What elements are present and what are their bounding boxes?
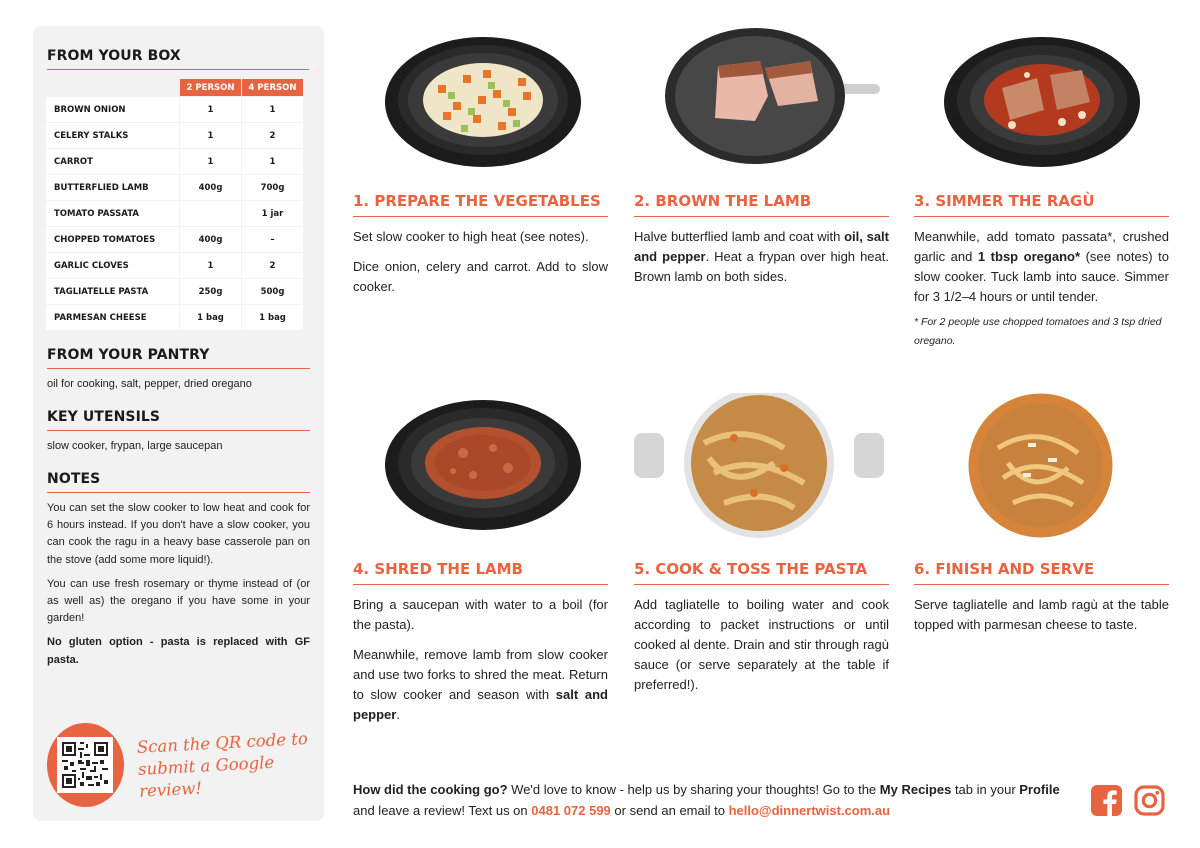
notes-section	[47, 471, 310, 669]
ingredient-name: PARMESAN CHEESE	[46, 305, 179, 330]
qr-code-icon[interactable]	[57, 737, 113, 793]
step-4-title: 4. SHRED THE LAMB	[353, 560, 608, 585]
qty-2	[180, 201, 241, 226]
ingredient-name: TAGLIATELLE PASTA	[46, 279, 179, 304]
qty-2: 400g	[180, 175, 241, 200]
qty-2: 250g	[180, 279, 241, 304]
ingredient-name: TOMATO PASSATA	[46, 201, 179, 226]
instagram-icon[interactable]	[1134, 785, 1165, 816]
from-your-box-heading: FROM YOUR BOX	[47, 48, 309, 70]
ingredient-name: BROWN ONION	[46, 97, 179, 122]
step-3-photo	[942, 30, 1142, 170]
footer-text-1: We'd love to know - help us by sharing your thoughts! Go to the	[507, 782, 880, 797]
qty-4: 2	[242, 123, 303, 148]
qr-caption-line-1: Scan the QR code to	[136, 728, 308, 757]
step-4-text-c: .	[396, 707, 400, 722]
utensils-text: slow cooker, frypan, large saucepan	[47, 440, 223, 452]
step-2-text	[634, 227, 889, 287]
step-5-photo	[634, 393, 884, 538]
qty-2: 1	[180, 123, 241, 148]
table-row	[46, 253, 303, 278]
footer-question: How did the cooking go?	[353, 782, 508, 797]
qty-4: 1 bag	[242, 305, 303, 330]
step-3	[914, 192, 1169, 351]
qty-2: 400g	[180, 227, 241, 252]
utensils-section	[47, 409, 310, 455]
step-4-text-2	[353, 645, 608, 725]
step-6-photo	[968, 393, 1113, 538]
step-2-photo	[660, 26, 885, 166]
email-link[interactable]: hello@dinnertwist.com.au	[728, 803, 891, 818]
footer-text-3: and leave a review! Text us on	[353, 803, 532, 818]
profile-link[interactable]: Profile	[1019, 782, 1060, 797]
table-row	[46, 227, 303, 252]
qty-2: 1 bag	[180, 305, 241, 330]
step-4-text-bold: salt and pepper	[353, 687, 608, 722]
ingredient-name: CHOPPED TOMATOES	[46, 227, 179, 252]
qty-4: 2	[242, 253, 303, 278]
col-4-person: 4 PERSON	[242, 79, 303, 96]
qty-4: 1 jar	[242, 201, 303, 226]
qty-4: 1	[242, 97, 303, 122]
ingredient-name: BUTTERFLIED LAMB	[46, 175, 179, 200]
step-1	[353, 192, 608, 297]
qty-2: 1	[180, 149, 241, 174]
step-3-title: 3. SIMMER THE RAGÙ	[914, 192, 1169, 217]
step-3-text-bold: 1 tbsp oregano*	[977, 249, 1081, 264]
step-1-text-1: Set slow cooker to high heat (see notes).	[353, 229, 589, 244]
col-2-person: 2 PERSON	[180, 79, 241, 96]
step-4	[353, 560, 608, 725]
qty-2: 1	[180, 97, 241, 122]
step-2-text-a: Halve butterflied lamb and coat with	[634, 229, 845, 244]
step-1-title: 1. PREPARE THE VEGETABLES	[353, 192, 608, 217]
qty-4: –	[242, 227, 303, 252]
table-row	[46, 149, 303, 174]
note-1: You can set the slow cooker to low heat and cook for 6 hours instead. If you don't have a slow cooker, you can cook the ragu in a heavy base casserole pan on the stove (add some more liquid!).	[47, 502, 310, 566]
step-5-text: Add tagliatelle to boiling water and cook according to packet instructions or until cooked al dente. Drain and stir through ragù sauce (or serve separately at the table if preferred!).	[634, 597, 889, 692]
step-6-text: Serve tagliatelle and lamb ragù at the table topped with parmesan cheese to taste.	[914, 597, 1169, 632]
note-2: You can use fresh rosemary or thyme instead of (or as well as) the oregano if you have some in your garden!	[47, 577, 310, 625]
pantry-section	[47, 347, 310, 393]
qr-review-block	[47, 723, 324, 807]
step-1-photo	[383, 30, 583, 170]
review-footer	[353, 779, 1073, 821]
step-6	[914, 560, 1169, 635]
table-row	[46, 201, 303, 226]
qty-4: 700g	[242, 175, 303, 200]
step-3-note: * For 2 people use chopped tomatoes and 3 tsp dried oregano.	[914, 316, 1162, 347]
qty-2: 1	[180, 253, 241, 278]
my-recipes-link[interactable]: My Recipes	[879, 782, 952, 797]
table-row	[46, 305, 303, 330]
step-2-text-bold: oil, salt and pepper	[634, 229, 889, 264]
step-3-text-c: (see notes) to slow cooker. Tuck lamb into sauce. Simmer for 3 1/2–4 hours or until tender.	[914, 249, 1169, 304]
utensils-heading: KEY UTENSILS	[47, 409, 310, 431]
phone-link[interactable]: 0481 072 599	[531, 803, 611, 818]
blank-header	[46, 79, 179, 96]
step-2-title: 2. BROWN THE LAMB	[634, 192, 889, 217]
qty-4: 1	[242, 149, 303, 174]
ingredients-header-row	[46, 79, 303, 96]
step-3-text-a: Meanwhile, add tomato passata*, crushed garlic and	[914, 229, 1169, 264]
table-row	[46, 97, 303, 122]
pantry-text: oil for cooking, salt, pepper, dried oregano	[47, 378, 252, 390]
step-4-photo	[383, 393, 583, 533]
qty-4: 500g	[242, 279, 303, 304]
pantry-heading: FROM YOUR PANTRY	[47, 347, 310, 369]
ingredients-table	[45, 78, 304, 331]
table-row	[46, 279, 303, 304]
footer-text-4: or send an email to	[610, 803, 729, 818]
step-6-title: 6. FINISH AND SERVE	[914, 560, 1169, 585]
ingredient-name: GARLIC CLOVES	[46, 253, 179, 278]
step-4-text-a: Meanwhile, remove lamb from slow cooker and use two forks to shred the meat. Return to slow cooker and season with	[353, 647, 608, 702]
table-row	[46, 123, 303, 148]
facebook-icon[interactable]	[1091, 785, 1122, 816]
step-3-text	[914, 227, 1169, 307]
step-5	[634, 560, 889, 695]
step-1-text-2: Dice onion, celery and carrot. Add to slow cooker.	[353, 259, 608, 294]
ingredient-name: CELERY STALKS	[46, 123, 179, 148]
step-2	[634, 192, 889, 287]
step-4-text-1: Bring a saucepan with water to a boil (for the pasta).	[353, 597, 608, 632]
ingredients-sidebar	[33, 26, 324, 821]
qr-caption-line-2: submit a Google review!	[137, 752, 275, 801]
footer-text-2: tab in your	[951, 782, 1020, 797]
note-3: No gluten option - pasta is replaced with GF pasta.	[47, 636, 310, 666]
table-row	[46, 175, 303, 200]
qr-circle	[47, 723, 124, 807]
ingredient-name: CARROT	[46, 149, 179, 174]
notes-heading: NOTES	[47, 471, 310, 493]
step-2-text-c: . Heat a frypan over high heat. Brown lamb on both sides.	[634, 249, 889, 284]
qr-caption	[136, 727, 326, 803]
step-5-title: 5. COOK & TOSS THE PASTA	[634, 560, 889, 585]
